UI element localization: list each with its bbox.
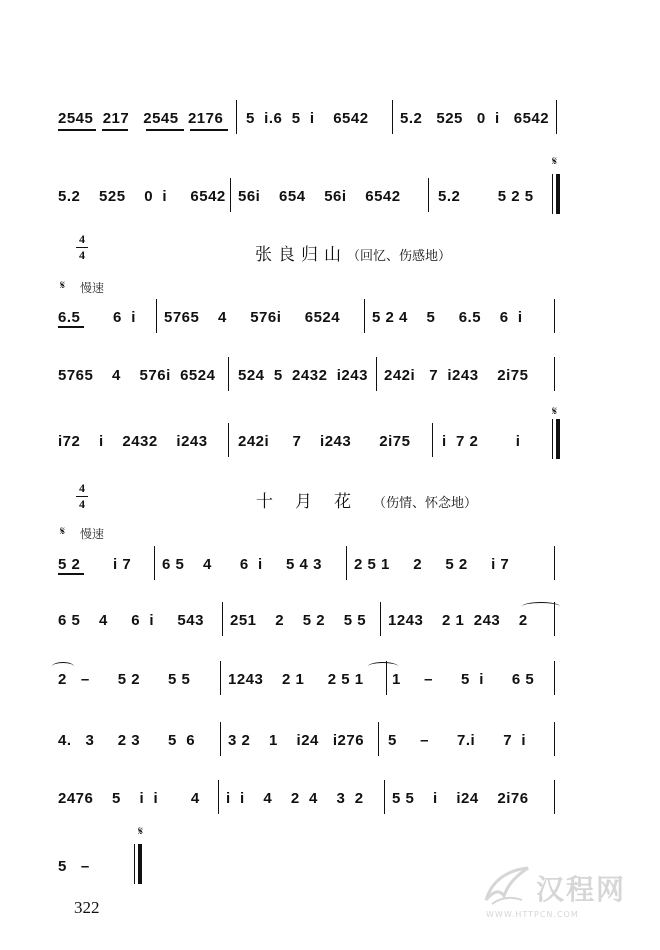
barline [378,722,379,756]
barline [156,299,157,333]
meter-bottom: 4 [79,248,85,262]
final-barline-thin [552,419,553,459]
barline [554,546,555,580]
measure: 6 5 4 6 i 5 4 3 [162,556,322,573]
piece3-system-4 [58,732,560,758]
measure: 5 – [58,858,90,875]
measure: 242i 7 i243 2i75 [384,367,529,384]
measure: i i 4 2 4 3 2 [226,790,364,807]
piece3-system-6 [58,858,258,884]
barline [432,423,433,457]
watermark-url: WWW.HTTPCN.COM [486,910,579,919]
barline [554,661,555,695]
barline [228,357,229,391]
measure: 5.2 525 0 i 6542 [58,188,226,205]
measure: 6.5 6 i [58,309,136,326]
segno-sign: 𝄋 [60,278,66,292]
title-text: 张良归山 [255,245,347,265]
tempo-marking: 慢速 [80,527,105,541]
meter-bottom: 4 [79,497,85,511]
segno-sign: 𝄋 [552,154,558,168]
measure: 5 2 4 5 6.5 6 i [372,309,523,326]
final-barline-thick [556,419,560,459]
measure: 5 i.6 5 i 6542 [246,110,369,127]
piece2-system-2 [58,367,560,393]
piece3-system-1 [58,556,560,582]
tie-arc [52,662,74,671]
piece3-system-5 [58,790,560,816]
barline [364,299,365,333]
measure: 1 – 5 i 6 5 [392,671,535,688]
final-barline-thin [134,844,135,884]
piece1-system-1 [58,110,560,136]
beam-underline [58,129,96,131]
title-mood: （回忆、伤感地） [347,249,452,264]
title-text: 十月花 [256,492,373,512]
tempo-marking: 慢速 [80,281,105,295]
measure: 242i 7 i243 2i75 [238,433,411,450]
measure: 5 5 i i24 2i76 [392,790,529,807]
measure: 6 5 4 6 i 543 [58,612,204,629]
barline [554,357,555,391]
beam-underline [146,129,184,131]
piece3-title [256,487,477,512]
barline [220,661,221,695]
segno-sign: 𝄋 [138,824,144,838]
measure: i 7 2 i [442,433,521,450]
barline [384,780,385,814]
segno-sign: 𝄋 [552,404,558,418]
final-barline-thick [138,844,142,884]
barline [554,780,555,814]
beam-underline [58,573,84,575]
piece2-title [255,240,451,265]
beam-underline [190,129,228,131]
piece2-system-1 [58,309,560,335]
measure: 5765 4 576i 6524 [58,367,216,384]
measure: 5 – 7.i 7 i [388,732,527,749]
measure: 5.2 5 2 5 [438,188,534,205]
measure: 2 5 1 2 5 2 i 7 [354,556,510,573]
measure: 251 2 5 2 5 5 [230,612,367,629]
measure: 3 2 1 i24 i276 [228,732,365,749]
barline [228,423,229,457]
page-number: 322 [74,898,100,917]
barline [376,357,377,391]
measure: 5.2 525 0 i 6542 [400,110,550,127]
barline [554,722,555,756]
measure: 1243 2 1 2 5 1 [228,671,364,688]
beam-underline [102,129,128,131]
measure: i72 i 2432 i243 [58,433,208,450]
barline [346,546,347,580]
barline [554,299,555,333]
barline [380,602,381,636]
piece1-system-2 [58,188,560,214]
piece3-system-2 [58,612,560,638]
time-signature [76,233,88,262]
title-mood: （伤情、怀念地） [373,496,478,511]
measure: 1243 2 1 243 2 [388,612,528,629]
time-signature [76,482,88,511]
barline [218,780,219,814]
barline [230,178,231,212]
watermark [478,860,648,930]
watermark-logo-icon [478,860,534,910]
measure: 2476 5 i i 4 [58,790,200,807]
barline [556,100,557,134]
barline [392,100,393,134]
beam-underline [58,326,84,328]
measure: 2 – 5 2 5 5 [58,671,191,688]
final-barline-thick [556,174,560,214]
tie-arc [368,662,398,671]
barline [154,546,155,580]
segno-sign: 𝄋 [60,524,66,538]
measure: 56i 654 56i 6542 [238,188,401,205]
measure: 5765 4 576i 6524 [164,309,341,326]
final-barline-thin [552,174,553,214]
measure: 524 5 2432 i243 [238,367,368,384]
measure: 5 2 i 7 [58,556,132,573]
meter-top: 4 [79,232,85,246]
barline [222,602,223,636]
piece3-system-3 [58,671,560,697]
tie-arc [522,602,560,611]
barline [236,100,237,134]
measure: 2545 217 2545 2176 [58,110,224,127]
meter-top: 4 [79,481,85,495]
barline [220,722,221,756]
piece2-system-3 [58,433,560,459]
measure: 4. 3 2 3 5 6 [58,732,196,749]
watermark-text: 汉程网 [536,873,627,906]
barline [428,178,429,212]
